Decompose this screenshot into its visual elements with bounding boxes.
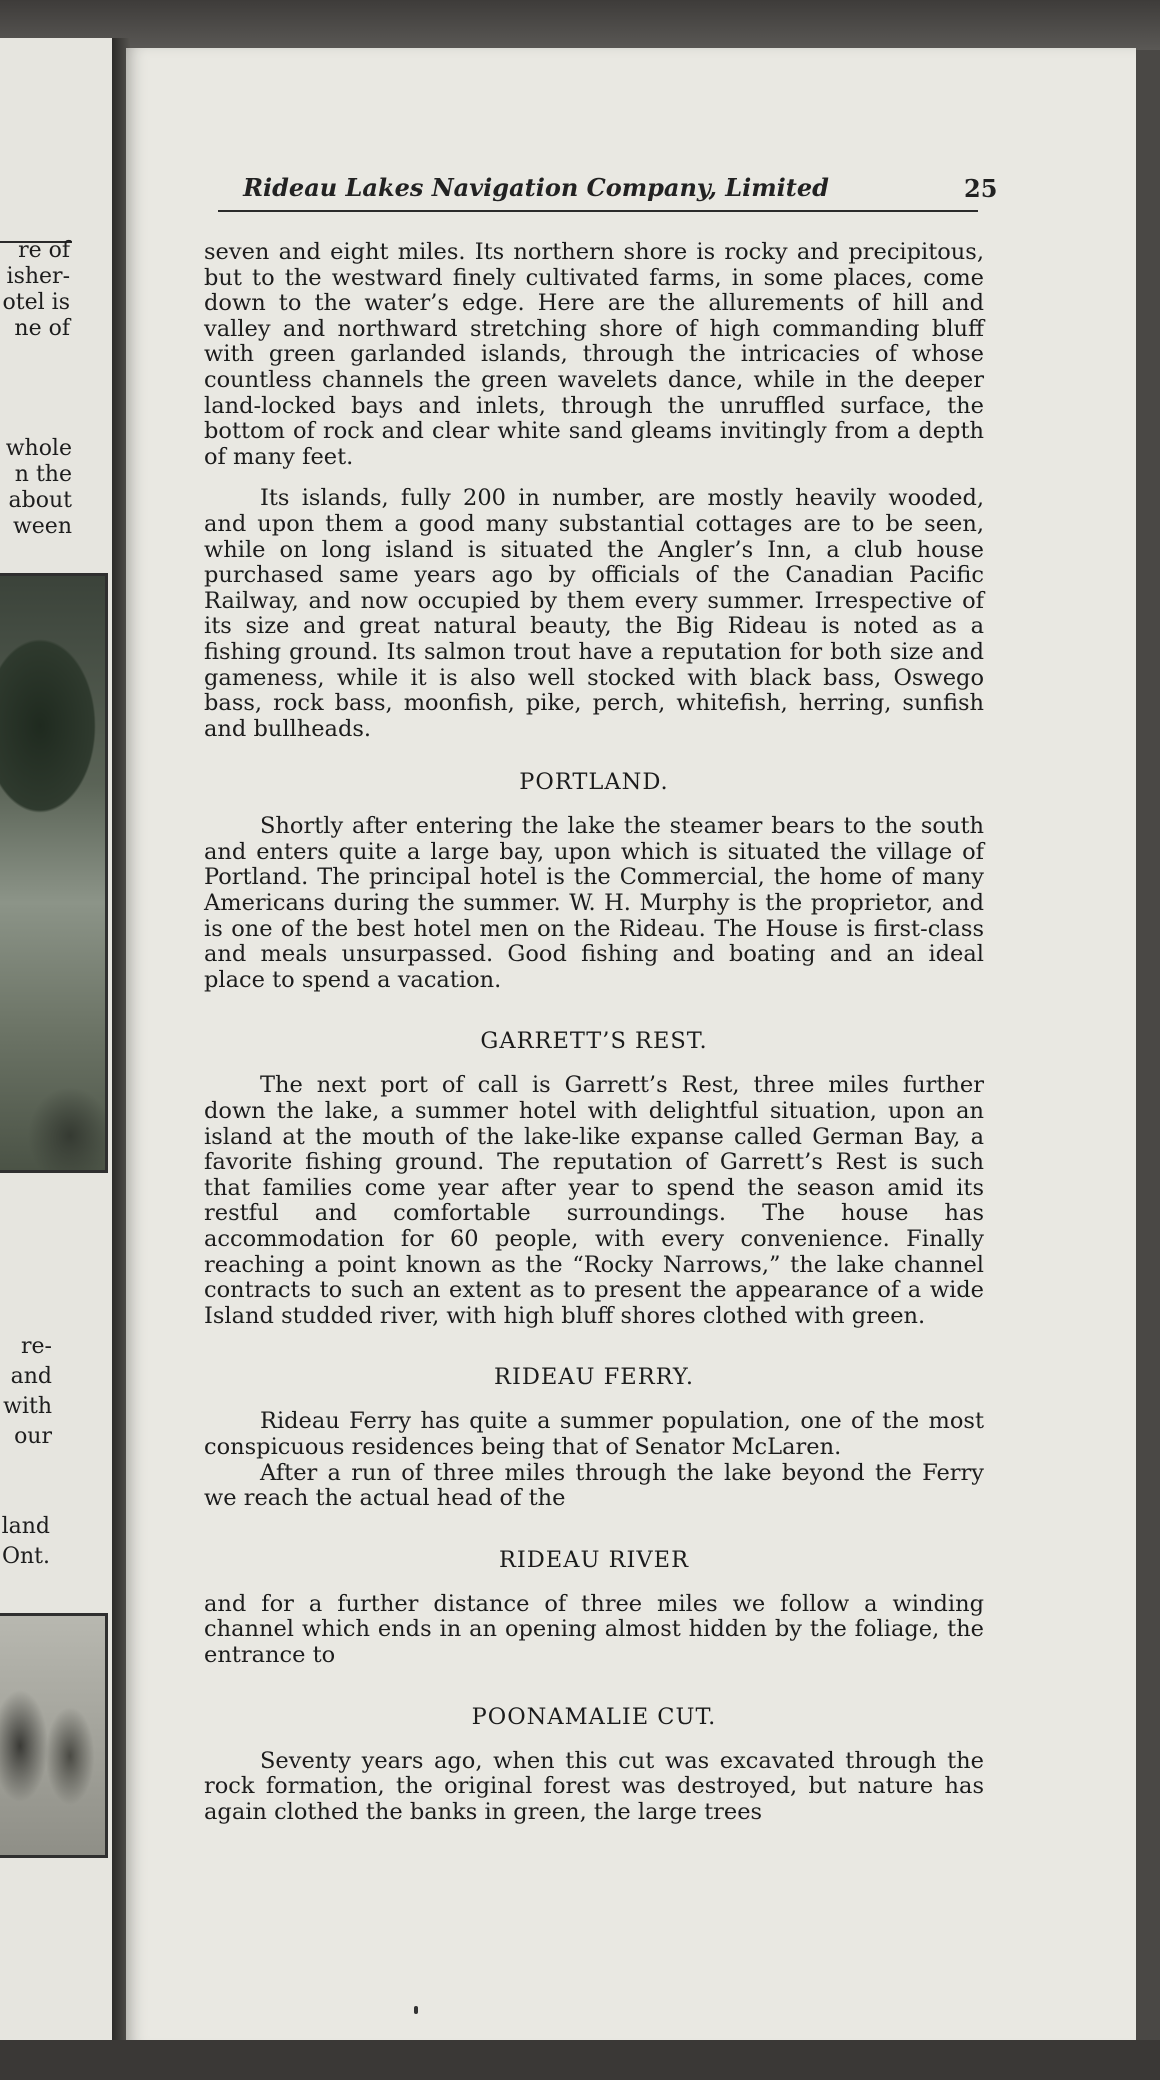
left-fragment: our xyxy=(14,1424,52,1449)
background-bottom xyxy=(0,2040,1160,2080)
background-top xyxy=(0,0,1160,50)
left-page-photo xyxy=(0,573,108,1173)
paragraph: Shortly after entering the lake the steamer bears to the south and enters quite a large bay, upon which is situated the village of Portland. The principal hotel is the Commercial, the home of many Americans during the summer. W. H. Murphy is the proprietor, and is one of the best hotel men on the Rideau. The House is first-class and meals unsurpassed. Good fishing and boating and an ideal place to spend a vacation. xyxy=(204,813,984,993)
paragraph: Seventy years ago, when this cut was excavated through the rock formation, the original forest was destroyed, but nature has again clothed the banks in green, the large trees xyxy=(204,1747,984,1825)
left-fragment: ween xyxy=(12,514,72,539)
left-fragment: n the xyxy=(14,462,72,487)
left-fragment: with xyxy=(3,1394,52,1419)
paragraph: Rideau Ferry has quite a summer population, one of the most conspicuous residences being that of Senator McLaren. xyxy=(204,1408,984,1460)
section-heading-rideau-river: RIDEAU RIVER xyxy=(498,1546,690,1573)
running-title: Rideau Lakes Navigation Company, Limited xyxy=(243,173,829,202)
left-fragment: Ont. xyxy=(1,1544,50,1569)
left-fragment: land xyxy=(1,1514,50,1539)
paragraph: Its islands, fully 200 in number, are mostly heavily wooded, and upon them a good many substantial cottages are to be seen, while on long island is situated the Angler’s Inn, a club house purchased same years ago by officials of the Canadian Pacific Railway, and now occupied by them every summer. Irrespective of its size and great natural beauty, the Big Rideau is noted as a fishing ground. Its salmon trout have a reputation for both size and gameness, while it is also well stocked with black bass, Oswego bass, rock bass, moonfish, pike, perch, whitefish, herring, sunfish and bullheads. xyxy=(204,485,984,742)
left-fragment: isher- xyxy=(6,264,70,289)
section-heading-rideau-ferry: RIDEAU FERRY. xyxy=(494,1364,694,1391)
paragraph: The next port of call is Garrett’s Rest, three miles further down the lake, a summer hotel with delightful situation, upon an island at the mouth of the lake-like expanse called German Bay, a favorite fishing ground. The reputation of Garrett’s Rest is such that families come year after year to spend the season amid its restful and comfortable surroundings. The house has accommodation for 60 people, with every convenience. Finally reaching a point known as the “Rocky Narrows,” the lake channel contracts to such an extent as to present the appearance of a wide Island studded river, with high bluff shores clothed with green. xyxy=(204,1072,984,1329)
left-fragment: re- xyxy=(21,1334,52,1359)
ink-mark xyxy=(414,2006,418,2014)
section-heading-poonamalie-cut: POONAMALIE CUT. xyxy=(471,1703,717,1730)
paragraph: seven and eight miles. Its northern shore is rocky and precipitous, but to the westward finely cultivated farms, in some places, come down to the water’s edge. Here are the allurements of hill and valley and northward stretching shore of high commanding bluff with green garlanded islands, through the intricacies of whose countless channels the green wavelets dance, while in the deeper land-locked bays and inlets, through the unruffled surface, the bottom of rock and clear white sand gleams invitingly from a depth of many feet. xyxy=(204,239,984,470)
section-heading-garretts-rest: GARRETT’S REST. xyxy=(480,1028,708,1055)
left-fragment: whole xyxy=(5,436,72,461)
left-page-photo-bottom xyxy=(0,1613,108,1858)
left-fragment: re of xyxy=(18,238,70,263)
body-text xyxy=(204,240,984,1825)
left-fragment: ne of xyxy=(14,316,70,341)
left-page xyxy=(0,38,114,2048)
paragraph: After a run of three miles through the lake beyond the Ferry we reach the actual head of the xyxy=(204,1459,984,1512)
left-fragment: about xyxy=(8,488,72,513)
left-fragment: otel is xyxy=(2,290,70,315)
left-fragment: and xyxy=(10,1364,52,1389)
right-page xyxy=(126,48,1136,2048)
header-rule xyxy=(218,210,978,212)
paragraph: and for a further distance of three miles we follow a winding channel which ends in an opening almost hidden by the foliage, the entrance to xyxy=(204,1590,984,1668)
page-number: 25 xyxy=(964,174,998,203)
section-heading-portland: PORTLAND. xyxy=(519,769,669,796)
